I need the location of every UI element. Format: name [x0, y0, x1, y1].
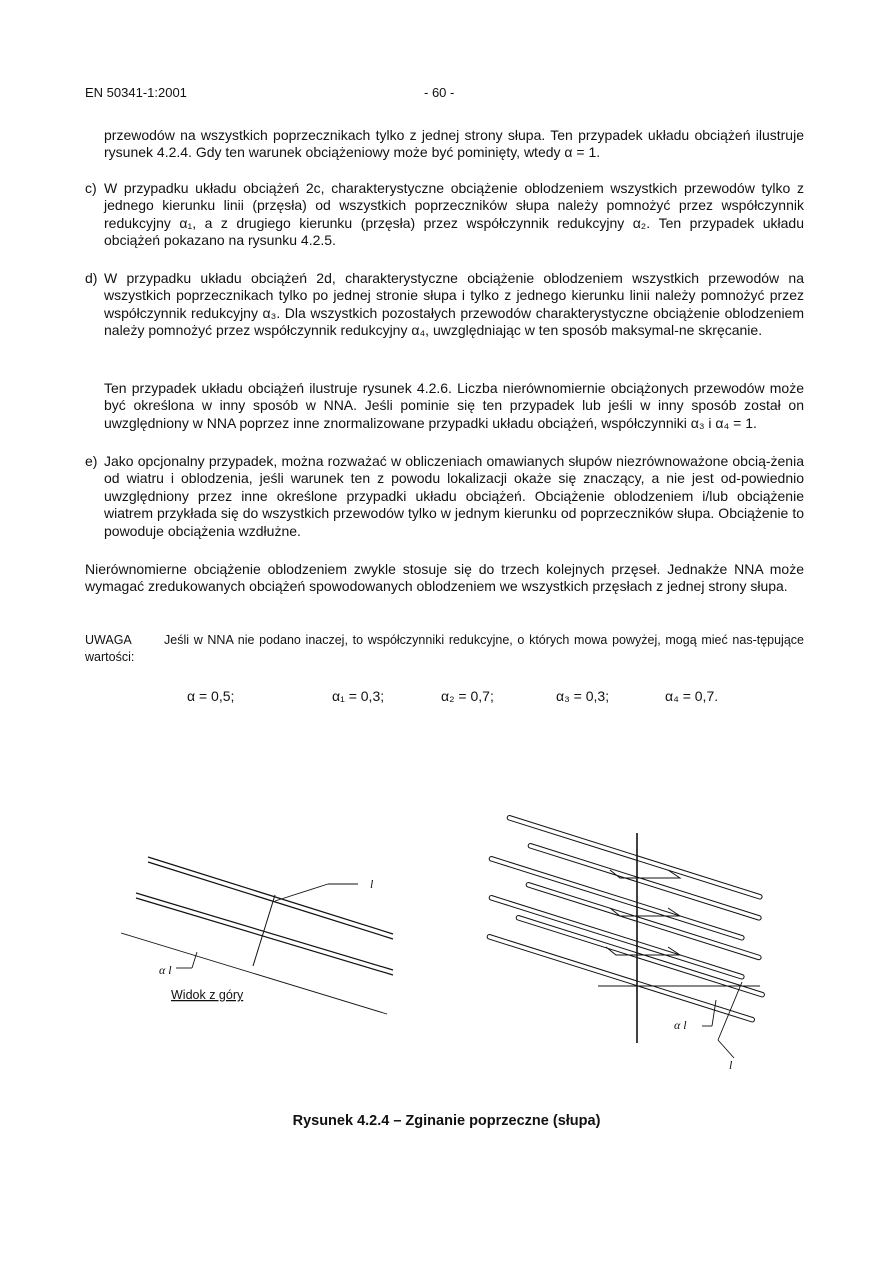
item-d-text-2: Ten przypadek układu obciążeń ilustruje rysunek 4.2.6. Liczba nierównomiernie obciążonych przewodów może być określona w inny sposób w NNA. Jeśli pominie się ten przypadek lub jeśli w inny sposób został on uwzględniony w NNA poprzez inne znormalizowane przypadki układu obciążeń, współczynniki α₃ i α₄ = 1. — [104, 380, 804, 431]
perspective-diagram — [487, 815, 765, 1058]
label-l-right: l — [729, 1058, 733, 1072]
figure-caption: Rysunek 4.2.4 – Zginanie poprzeczne (słupa) — [292, 1113, 601, 1129]
item-e-text: Jako opcjonalny przypadek, można rozważać w obliczeniach omawianych słupów niezrównoważone obcią-żenia od wiatru i oblodzenia, jeśli warunek ten z powodu lokalizacji okaże się znaczący, a nie jest od-powiednio uwzględniony przez inne określone przypadki układu obciążeń. Obciążenie oblodzeniem i/lub obciążenie wiatrem przykłada się do wszystkich przewodów tylko w jednym kierunku od poprzeczników słupa. Obciążenie to powoduje obciążenia wzdłużne. — [104, 453, 804, 539]
paragraph-final: Nierównomierne obciążenie oblodzeniem zwykle stosuje się do trzech kolejnych przęseł. Jednakże NNA może wymagać zredukowanych obciążeń spowodowanych oblodzeniem we wszystkich przęsłach z jednej strony słupa. — [85, 561, 804, 595]
item-d-text: W przypadku układu obciążeń 2d, charakterystyczne obciążenie oblodzeniem wszystkich przewodów na wszystkich poprzecznikach tylko po jednej stronie słupa i tylko z jednego kierunku linii należy pomnożyć przez współczynnik redukcyjny α₃. Dla wszystkich pozostałych przewodów charakterystyczne obciążenie oblodzeniem należy pomnożyć przez współczynnik redukcyjny α₄, uwzględniając w ten sposób maksymal-ne skręcanie. — [104, 270, 804, 339]
page-number: - 60 - — [424, 85, 455, 100]
top-view-diagram — [121, 857, 393, 1014]
label-l: l — [370, 877, 374, 891]
note-label: UWAGA — [85, 633, 132, 647]
label-alpha-l: α l — [159, 963, 172, 977]
document-id: EN 50341-1:2001 — [85, 85, 187, 100]
value-alpha-4: α₄ = 0,7. — [665, 688, 719, 704]
value-alpha: α = 0,5; — [187, 688, 235, 704]
value-alpha-1: α₁ = 0,3; — [332, 688, 385, 704]
item-c-letter: c) — [85, 180, 97, 196]
value-alpha-3: α₃ = 0,3; — [556, 688, 610, 704]
item-c-text: W przypadku układu obciążeń 2c, charakterystyczne obciążenie oblodzeniem wszystkich przewodów tylko z jednego kierunku linii (przęsła) od wszystkich poprzeczników słupa należy pomnożyć przez współczynnik redukcyjny α₁, a z drugiego kierunku (przęsła) przez współczynnik redukcyjny α₂. Ten przypadek układu obciążeń pokazano na rysunku 4.2.5. — [104, 180, 804, 249]
item-d-letter: d) — [85, 270, 98, 286]
label-alpha-l-right: α l — [674, 1018, 687, 1032]
top-view-label: Widok z góry — [171, 988, 244, 1002]
paragraph-b-continued: przewodów na wszystkich poprzecznikach tylko z jednej strony słupa. Ten przypadek układu obciążeń ilustruje rysunek 4.2.4. Gdy ten warunek obciążeniowy może być pominięty, wtedy α = 1. — [104, 127, 804, 161]
note-text: Jeśli w NNA nie podano inaczej, to współczynniki redukcyjne, o których mowa powyżej, mogą mieć nas-tępujące wartości: — [85, 633, 804, 664]
value-alpha-2: α₂ = 0,7; — [441, 688, 494, 704]
item-e-letter: e) — [85, 453, 98, 469]
